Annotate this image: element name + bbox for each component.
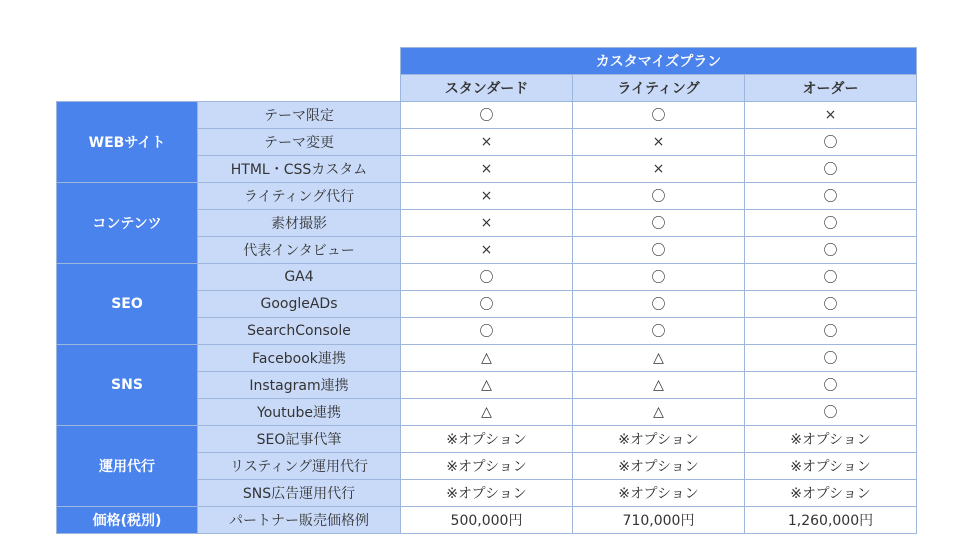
feature-label: Facebook連携: [198, 345, 401, 372]
feature-label: SearchConsole: [198, 318, 401, 345]
plan-value-cell: 〇: [573, 318, 745, 345]
plan-header-standard: スタンダード: [401, 75, 573, 102]
category-label: WEBサイト: [57, 102, 198, 183]
plan-value-cell: △: [401, 372, 573, 399]
feature-label: 素材撮影: [198, 210, 401, 237]
plan-value-cell: ×: [745, 102, 917, 129]
plan-value-cell: 710,000円: [573, 507, 745, 534]
feature-label: HTML・CSSカスタム: [198, 156, 401, 183]
plan-value-cell: 〇: [573, 183, 745, 210]
plan-value-cell: 〇: [745, 291, 917, 318]
category-label: 価格(税別): [57, 507, 198, 534]
feature-label: GoogleADs: [198, 291, 401, 318]
plan-value-cell: 〇: [745, 129, 917, 156]
feature-label: ライティング代行: [198, 183, 401, 210]
plan-value-cell: 〇: [401, 291, 573, 318]
plan-value-cell: ※オプション: [573, 426, 745, 453]
table-row: [57, 264, 917, 291]
plan-value-cell: ×: [573, 156, 745, 183]
plan-value-cell: ×: [401, 210, 573, 237]
plan-value-cell: △: [401, 345, 573, 372]
plan-group-title: カスタマイズプラン: [401, 48, 917, 75]
header-blank-cell: [57, 75, 401, 102]
plan-value-cell: 〇: [745, 237, 917, 264]
plan-value-cell: ×: [401, 237, 573, 264]
plan-value-cell: ※オプション: [401, 453, 573, 480]
plan-value-cell: ×: [401, 183, 573, 210]
plan-value-cell: 〇: [745, 345, 917, 372]
plan-value-cell: ×: [401, 156, 573, 183]
feature-label: 代表インタビュー: [198, 237, 401, 264]
plan-value-cell: △: [573, 345, 745, 372]
plan-comparison-table: [56, 47, 917, 534]
plan-group-header-row: [57, 48, 917, 75]
plan-value-cell: ※オプション: [401, 426, 573, 453]
category-label: SNS: [57, 345, 198, 426]
plan-value-cell: 〇: [745, 372, 917, 399]
plan-value-cell: ※オプション: [745, 426, 917, 453]
plan-value-cell: 500,000円: [401, 507, 573, 534]
plan-value-cell: 1,260,000円: [745, 507, 917, 534]
plan-value-cell: 〇: [401, 318, 573, 345]
table-row: [57, 426, 917, 453]
plan-header-writing: ライティング: [573, 75, 745, 102]
plan-value-cell: 〇: [573, 210, 745, 237]
table-row: [57, 183, 917, 210]
plan-value-cell: △: [573, 399, 745, 426]
plan-value-cell: 〇: [573, 264, 745, 291]
category-label: コンテンツ: [57, 183, 198, 264]
plan-value-cell: 〇: [745, 210, 917, 237]
feature-label: Instagram連携: [198, 372, 401, 399]
feature-label: Youtube連携: [198, 399, 401, 426]
plan-header-order: オーダー: [745, 75, 917, 102]
plan-value-cell: ×: [401, 129, 573, 156]
header-blank-cell: [57, 48, 401, 75]
feature-label: GA4: [198, 264, 401, 291]
plan-value-cell: 〇: [401, 264, 573, 291]
feature-label: SNS広告運用代行: [198, 480, 401, 507]
plan-value-cell: ※オプション: [573, 480, 745, 507]
plan-name-header-row: [57, 75, 917, 102]
plan-value-cell: △: [573, 372, 745, 399]
plan-value-cell: 〇: [573, 237, 745, 264]
feature-label: SEO記事代筆: [198, 426, 401, 453]
plan-value-cell: 〇: [401, 102, 573, 129]
plan-value-cell: ※オプション: [745, 453, 917, 480]
feature-label: リスティング運用代行: [198, 453, 401, 480]
category-label: SEO: [57, 264, 198, 345]
plan-value-cell: ×: [573, 129, 745, 156]
table-body: [57, 102, 917, 534]
plan-value-cell: 〇: [745, 318, 917, 345]
feature-label: テーマ限定: [198, 102, 401, 129]
feature-label: パートナー販売価格例: [198, 507, 401, 534]
plan-value-cell: ※オプション: [573, 453, 745, 480]
table-row: [57, 507, 917, 534]
plan-value-cell: 〇: [573, 291, 745, 318]
plan-value-cell: 〇: [573, 102, 745, 129]
plan-value-cell: 〇: [745, 264, 917, 291]
plan-value-cell: 〇: [745, 399, 917, 426]
plan-value-cell: ※オプション: [745, 480, 917, 507]
table-row: [57, 102, 917, 129]
table-row: [57, 345, 917, 372]
plan-value-cell: ※オプション: [401, 480, 573, 507]
plan-value-cell: 〇: [745, 156, 917, 183]
feature-label: テーマ変更: [198, 129, 401, 156]
category-label: 運用代行: [57, 426, 198, 507]
plan-value-cell: △: [401, 399, 573, 426]
plan-value-cell: 〇: [745, 183, 917, 210]
